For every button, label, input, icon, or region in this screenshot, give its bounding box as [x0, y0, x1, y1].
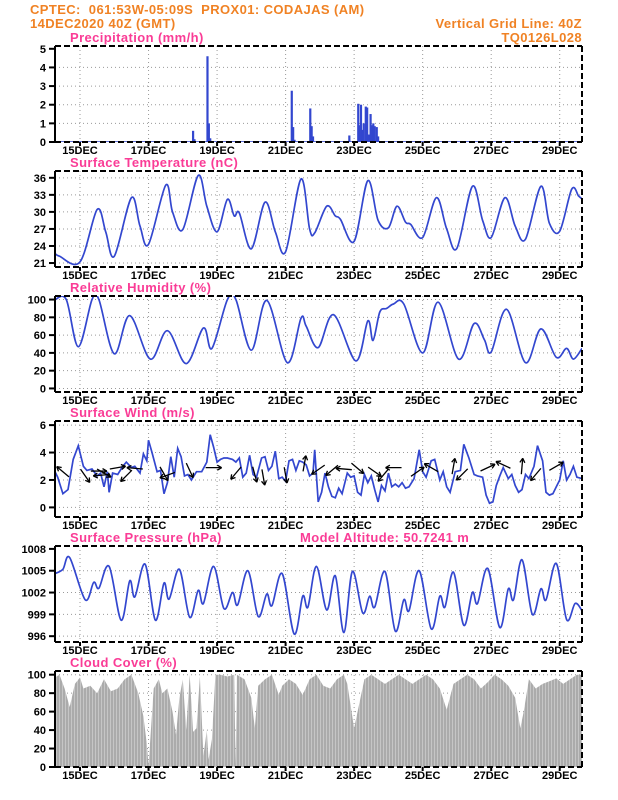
svg-text:25DEC: 25DEC	[404, 145, 441, 155]
svg-text:1: 1	[39, 118, 46, 131]
panel-surface-wind	[0, 405, 618, 530]
svg-text:80: 80	[33, 688, 46, 701]
svg-text:15DEC: 15DEC	[62, 520, 98, 530]
header-date-line: 14DEC2020 40Z (GMT)	[30, 16, 176, 31]
svg-text:29DEC: 29DEC	[541, 270, 578, 280]
svg-text:40: 40	[33, 725, 46, 738]
svg-text:27DEC: 27DEC	[473, 645, 509, 655]
svg-text:21DEC: 21DEC	[267, 145, 304, 155]
svg-text:999: 999	[27, 609, 46, 622]
svg-text:1005: 1005	[21, 565, 46, 578]
precipitation-title: Precipitation (mm/h)	[70, 30, 204, 45]
surface-pressure-chart	[0, 543, 618, 655]
svg-text:33: 33	[33, 189, 46, 202]
svg-text:40: 40	[33, 347, 46, 360]
svg-text:20: 20	[33, 365, 46, 378]
svg-text:17DEC: 17DEC	[130, 395, 167, 405]
svg-text:19DEC: 19DEC	[199, 270, 235, 280]
svg-text:19DEC: 19DEC	[199, 520, 235, 530]
svg-text:19DEC: 19DEC	[199, 770, 235, 780]
svg-text:15DEC: 15DEC	[62, 395, 98, 405]
svg-text:27DEC: 27DEC	[473, 520, 509, 530]
surface-temperature-title: Surface Temperature (nC)	[70, 155, 239, 170]
svg-text:6: 6	[39, 420, 46, 433]
header-run-code: TQ0126L028	[501, 30, 582, 45]
model-altitude-label: Model Altitude: 50.7241 m	[300, 530, 470, 545]
svg-text:25DEC: 25DEC	[404, 770, 441, 780]
svg-text:29DEC: 29DEC	[541, 395, 578, 405]
svg-text:29DEC: 29DEC	[541, 645, 578, 655]
svg-text:4: 4	[39, 62, 46, 75]
svg-text:23DEC: 23DEC	[336, 395, 372, 405]
svg-text:19DEC: 19DEC	[199, 645, 235, 655]
svg-text:19DEC: 19DEC	[199, 145, 235, 155]
svg-text:1008: 1008	[21, 543, 46, 556]
svg-text:996: 996	[27, 631, 46, 644]
svg-text:29DEC: 29DEC	[541, 145, 578, 155]
svg-text:27DEC: 27DEC	[473, 270, 509, 280]
surface-wind-title: Surface Wind (m/s)	[70, 405, 195, 420]
svg-text:21DEC: 21DEC	[267, 270, 304, 280]
svg-text:17DEC: 17DEC	[130, 145, 167, 155]
svg-text:4: 4	[39, 447, 46, 460]
surface-temperature-chart	[0, 168, 618, 280]
header-station-line: CPTEC: 061:53W-05:09S PROX01: CODAJAS (AM)	[30, 2, 365, 17]
svg-text:0: 0	[39, 383, 46, 396]
svg-text:2: 2	[39, 99, 46, 112]
surface-pressure-title: Surface Pressure (hPa)	[70, 530, 222, 545]
svg-text:17DEC: 17DEC	[130, 645, 167, 655]
svg-text:21DEC: 21DEC	[267, 395, 304, 405]
svg-text:17DEC: 17DEC	[130, 520, 167, 530]
svg-text:15DEC: 15DEC	[62, 270, 98, 280]
relative-humidity-chart	[0, 293, 618, 405]
svg-text:20: 20	[33, 743, 46, 756]
svg-text:23DEC: 23DEC	[336, 770, 372, 780]
svg-text:27DEC: 27DEC	[473, 770, 509, 780]
relative-humidity-title: Relative Humidity (%)	[70, 280, 212, 295]
svg-text:27DEC: 27DEC	[473, 145, 509, 155]
svg-text:23DEC: 23DEC	[336, 645, 372, 655]
svg-text:25DEC: 25DEC	[404, 645, 441, 655]
svg-text:36: 36	[33, 172, 46, 185]
svg-text:27: 27	[33, 223, 46, 236]
svg-text:23DEC: 23DEC	[336, 270, 372, 280]
svg-text:15DEC: 15DEC	[62, 145, 98, 155]
svg-text:25DEC: 25DEC	[404, 395, 441, 405]
svg-text:0: 0	[39, 502, 46, 515]
svg-text:23DEC: 23DEC	[336, 520, 372, 530]
panel-surface-temperature	[0, 155, 618, 280]
svg-text:15DEC: 15DEC	[62, 645, 98, 655]
svg-text:3: 3	[39, 81, 46, 94]
svg-text:60: 60	[33, 706, 46, 719]
svg-text:0: 0	[39, 137, 46, 149]
svg-text:30: 30	[33, 206, 46, 219]
svg-text:100: 100	[27, 294, 46, 307]
svg-text:21DEC: 21DEC	[267, 645, 304, 655]
svg-text:25DEC: 25DEC	[404, 520, 441, 530]
svg-text:21DEC: 21DEC	[267, 520, 304, 530]
surface-wind-chart	[0, 418, 618, 530]
cloud-cover-title: Cloud Cover (%)	[70, 655, 178, 670]
svg-text:2: 2	[39, 474, 46, 487]
svg-text:17DEC: 17DEC	[130, 770, 167, 780]
panel-cloud-cover	[0, 655, 618, 780]
svg-text:21DEC: 21DEC	[267, 770, 304, 780]
svg-text:15DEC: 15DEC	[62, 770, 98, 780]
svg-text:27DEC: 27DEC	[473, 395, 509, 405]
svg-text:80: 80	[33, 312, 46, 325]
precipitation-chart	[0, 43, 618, 155]
svg-text:24: 24	[33, 240, 46, 253]
svg-text:25DEC: 25DEC	[404, 270, 441, 280]
header-grid-line-label: Vertical Grid Line: 40Z	[435, 16, 582, 31]
svg-text:29DEC: 29DEC	[541, 770, 578, 780]
svg-text:1002: 1002	[21, 587, 46, 600]
svg-text:19DEC: 19DEC	[199, 395, 235, 405]
svg-text:60: 60	[33, 330, 46, 343]
svg-text:5: 5	[39, 43, 46, 56]
panel-surface-pressure	[0, 530, 618, 655]
svg-text:100: 100	[27, 669, 46, 682]
panel-relative-humidity	[0, 280, 618, 405]
svg-text:29DEC: 29DEC	[541, 520, 578, 530]
svg-text:17DEC: 17DEC	[130, 270, 167, 280]
panel-precipitation	[0, 30, 618, 155]
svg-text:21: 21	[33, 258, 46, 271]
cloud-cover-chart	[0, 668, 618, 780]
svg-text:23DEC: 23DEC	[336, 145, 372, 155]
svg-text:0: 0	[39, 762, 46, 774]
